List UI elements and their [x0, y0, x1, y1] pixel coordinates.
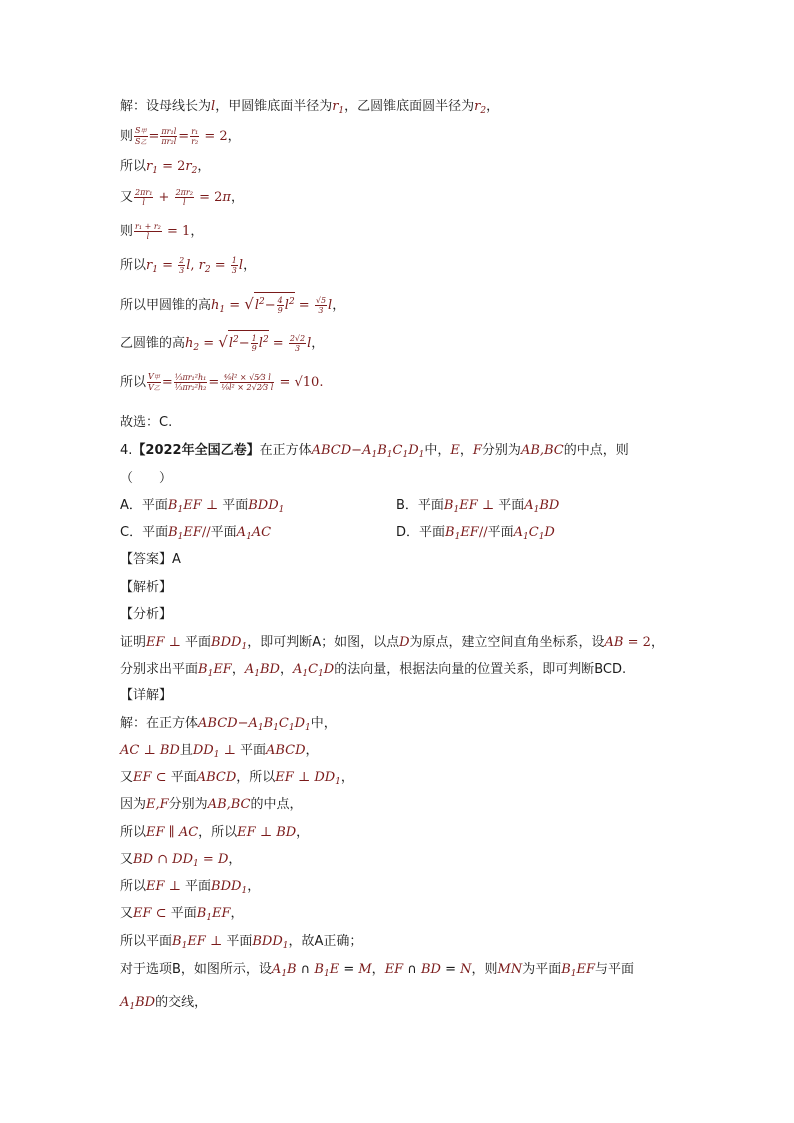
- analysis-heading: 【解析】: [120, 580, 173, 595]
- solution-line-7: 所以甲圆锥的高$h_1 = √l^2-$ $\frac{4}{9}$ $l^2$ = $\frac{√5}{3}$ l，: [120, 292, 345, 319]
- solution-conclusion: 故选：C.: [120, 415, 173, 430]
- option-b: B．平面$B_1EF$ ⊥ 平面$A_1BD$: [396, 498, 560, 515]
- solution-line-5: 则 $\frac{\text{r₁ + r₂}}{l}$ = 1，: [120, 222, 204, 241]
- solution-line-6: 所以$r_1$ = $\frac{2}{3}$ l, $r_2$ = $\frac{1}{3}$ l，: [120, 256, 257, 275]
- detail-line-11: $A_1BD$的交线，: [120, 995, 208, 1012]
- option-d: D．平面$B_1EF//$平面$A_1C_1D$: [396, 525, 555, 542]
- detail-line-9: 所以平面$B_1EF$ ⊥ 平面$BDD_1$，故A正确；: [120, 934, 363, 951]
- solution-line-8: 乙圆锥的高$h_2 = √l^2-$ $\frac{1}{9}$ $l^2$ = $\frac{2√2}{3}$ l，: [120, 330, 324, 357]
- fenxi-line-2: 分别求出平面$B_1EF$，$A_1BD$，$A_1C_1D$的法向量，根据法向量的位置关系，即可判断BCD.: [120, 662, 627, 679]
- detail-line-8: 又EF ⊂ 平面$B_1EF$，: [120, 906, 244, 923]
- solution-line-3: 所以$r_1 = 2r_2$，: [120, 159, 211, 176]
- detail-line-3: 又EF ⊂ 平面ABCD，所以EF ⊥ $DD_1$，: [120, 770, 354, 787]
- fenxi-heading: 【分析】: [120, 607, 173, 622]
- detail-heading: 【详解】: [120, 688, 173, 703]
- detail-line-4: 因为E,F分别为AB,BC的中点，: [120, 797, 303, 812]
- solution-line-4: 又 $\frac{\text{2πr₁}}{l}$ + $\frac{\text{2πr₂}}{l}$ = 2π，: [120, 188, 244, 207]
- detail-line-7: 所以EF ⊥ 平面$BDD_1$，: [120, 879, 261, 896]
- solution-line-1: 解：设母线长为l，甲圆锥底面半径为$r_1$，乙圆锥底面圆半径为$r_2$，: [120, 99, 500, 116]
- option-c: C．平面$B_1EF//$平面$A_1AC$: [120, 525, 272, 542]
- detail-line-6: 又BD ∩ $DD_1 = D$，: [120, 852, 242, 869]
- option-a: A．平面$B_1EF$ ⊥ 平面$BDD_1$: [120, 498, 285, 515]
- detail-line-1: 解：在正方体$ABCD-A_1B_1C_1D_1$中，: [120, 716, 337, 733]
- solution-line-2: 则 $\frac{\text{S甲}}{\text{S乙}}$ = $\frac{\text{πr₁l}}{\text{πr₂l}}$ = $\frac{\text{r₁}}{\text{r₂}}$ = 2，: [120, 126, 241, 146]
- detail-line-10: 对于选项B，如图所示，设$A_1B$ ∩ $B_1E = M$，EF ∩ BD = N，则MN为平面$B_1EF$与平面: [120, 962, 635, 979]
- detail-line-2: AC ⊥ BD且$DD_1$ ⊥ 平面ABCD，: [120, 743, 319, 760]
- fenxi-line-1: 证明EF ⊥ 平面$BDD_1$，即可判断A；如图，以点D为原点，建立空间直角坐标系，设AB = 2，: [120, 635, 664, 652]
- answer-heading: 【答案】A: [120, 552, 181, 567]
- question-4-blank: （ ）: [120, 471, 173, 486]
- question-4-stem: 4.【2022年全国乙卷】在正方体$ABCD-A_1B_1C_1D_1$中，E，F分别为AB,BC的中点，则: [120, 443, 629, 460]
- detail-line-5: 所以EF ∥ AC，所以EF ⊥ BD，: [120, 825, 310, 840]
- solution-line-9: 所以 $\frac{\text{V甲}}{\text{V乙}}$ = $\frac{\text{⅓πr₁²h₁}}{\text{⅓πr₂²h₂}}$ = $\frac{\text{⁴⁄₉l² × √5⁄3 l}}{\text{¹⁄₉l² × 2√2⁄3 l}}$ = √10.: [120, 372, 324, 392]
